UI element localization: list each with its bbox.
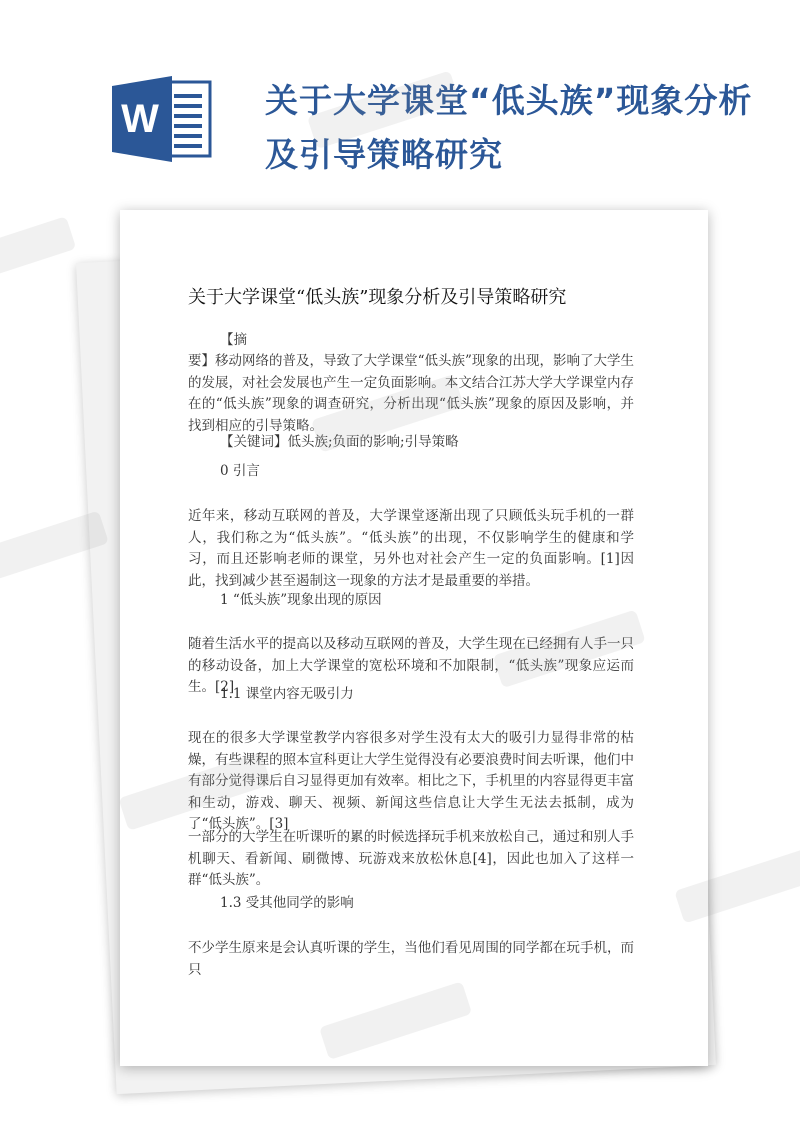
word-document-icon bbox=[112, 76, 212, 162]
section-0-text: 近年来，移动互联网的普及，大学课堂逐渐出现了只顾低头玩手机的一群人，我们称之为“低头族”。“低头族”的出现，不仅影响学生的健康和学习，而且还影响老师的课堂，另外也对社会产生一定的负面影响。[1]因此，找到减少甚至遏制这一现象的方法才是最重要的举措。 bbox=[188, 508, 634, 589]
abstract-label: 【摘 bbox=[220, 332, 247, 348]
section-1-2-text: 一部分的大学生在听课听的累的时候选择玩手机来放松自己，通过和别人手机聊天、看新闻、刷微博、玩游戏来放松休息[4]，因此也加入了这样一群“低头族”。 bbox=[188, 829, 634, 888]
keywords: 【关键词】低头族;负面的影响;引导策略 bbox=[220, 434, 459, 450]
section-1-3-text: 不少学生原来是会认真听课的学生，当他们看见周围的同学都在玩手机，而只 bbox=[188, 940, 634, 978]
section-1-heading: 1 “低头族”现象出现的原因 bbox=[220, 592, 382, 608]
word-icon-letter: W bbox=[121, 97, 159, 141]
section-1-3-heading: 1.3 受其他同学的影响 bbox=[220, 895, 354, 911]
document-page bbox=[120, 210, 708, 1066]
document-title: 关于大学课堂“低头族”现象分析及引导策略研究 bbox=[188, 287, 567, 308]
abstract-text: 要】移动网络的普及，导致了大学课堂“低头族”现象的出现，影响了大学生的发展，对社会发展也产生一定负面影响。本文结合江苏大学大学课堂内存在的“低头族”现象的调查研究，分析出现“低头族”现象的原因及影响，并找到相应的引导策略。 bbox=[188, 353, 634, 434]
section-1-1-text: 现在的很多大学课堂教学内容很多对学生没有太大的吸引力显得非常的枯燥，有些课程的照本宣科更让大学生觉得没有必要浪费时间去听课，他们中有部分觉得课后自习显得更加有效率。相比之下，手机里的内容显得更丰富和生动，游戏、聊天、视频、新闻这些信息让大学生无法去抵制，成为了“低头族”。[3] bbox=[188, 730, 634, 832]
section-1-1-heading: 1.1 课堂内容无吸引力 bbox=[220, 686, 354, 702]
section-0-heading: 0 引言 bbox=[220, 463, 260, 479]
section-1-text: 随着生活水平的提高以及移动互联网的普及，大学生现在已经拥有人手一只的移动设备，加上大学课堂的宽松环境和不加限制，“低头族”现象应运而生。[2] bbox=[188, 636, 634, 695]
header-title: 关于大学课堂“低头族”现象分析及引导策略研究 bbox=[265, 81, 753, 174]
